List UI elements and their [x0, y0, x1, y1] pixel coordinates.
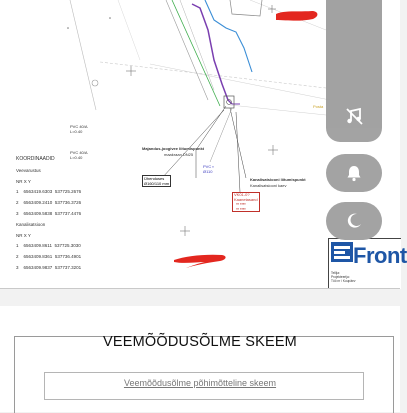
sewer-connection-label: Kanalisatsiooni liitumispunkt — [250, 177, 306, 182]
water-columns: NR X Y — [16, 179, 31, 184]
water-connection-size: maakraan DN25 — [164, 152, 194, 157]
water-row-3: 3 6563409.5838 537737.4476 — [16, 211, 82, 216]
small-label-d: L=0.40 — [70, 155, 83, 160]
title-block — [328, 238, 407, 289]
logo-mark-icon — [331, 242, 353, 262]
sewer-row-1: 1 6563409.8611 537725.3030 — [16, 243, 81, 248]
water-row-1: 1 6563419.6303 537725.2676 — [16, 189, 82, 194]
sewer-columns: NR X Y — [16, 233, 31, 238]
music-off-icon — [344, 106, 364, 126]
small-label-c: PVC 40/A — [70, 150, 88, 155]
side-label: Posta — [313, 104, 324, 109]
red-note-box: VK01-0? Kaanetasand ▪▪ ▪▪▪▪ ▪▪ ▪▪▪▪ — [234, 192, 258, 211]
sewer-row-2: 2 6563409.8361 537736.4901 — [16, 254, 82, 259]
moon-icon — [345, 212, 363, 230]
sewer-heading: Kanalisatsioon — [16, 222, 46, 227]
coordinates-title: KOORDINAADID — [16, 156, 55, 162]
page-separator — [0, 288, 400, 289]
water-heading: Veevarustus — [16, 168, 41, 173]
control-panel — [326, 0, 382, 142]
pipe-note-blue: PVC ▪ Ø110 — [203, 164, 214, 174]
small-label-a: PVC 40/A — [70, 124, 88, 129]
sewer-connection-sub: Kanalisatsiooni kaev — [250, 183, 287, 188]
sewer-row-3: 3 6563409.9837 537737.3201 — [16, 265, 82, 270]
title-block-lines: Tellija: Projekteerija: Töö nr / Kuupäev — [331, 271, 356, 283]
bell-icon — [345, 164, 363, 182]
page-subtitle: Veemõõdusõlme põhimõtteline skeem — [123, 378, 277, 388]
small-label-b: L=0.40 — [70, 129, 83, 134]
silent-music-button[interactable] — [326, 96, 382, 136]
water-connection-label: Majandus-joogivee liitumispunkt — [142, 146, 205, 151]
bell-button[interactable] — [326, 154, 382, 192]
do-not-disturb-button[interactable] — [326, 202, 382, 240]
company-logo-text: Front — [353, 243, 407, 268]
pipe-label-box: Ühenduses Ø160/110 mm — [144, 176, 170, 186]
page-title: VEEMÕÕDUSÕLME SKEEM — [103, 334, 297, 350]
water-row-2: 2 6563409.2410 537736.3726 — [16, 200, 82, 205]
